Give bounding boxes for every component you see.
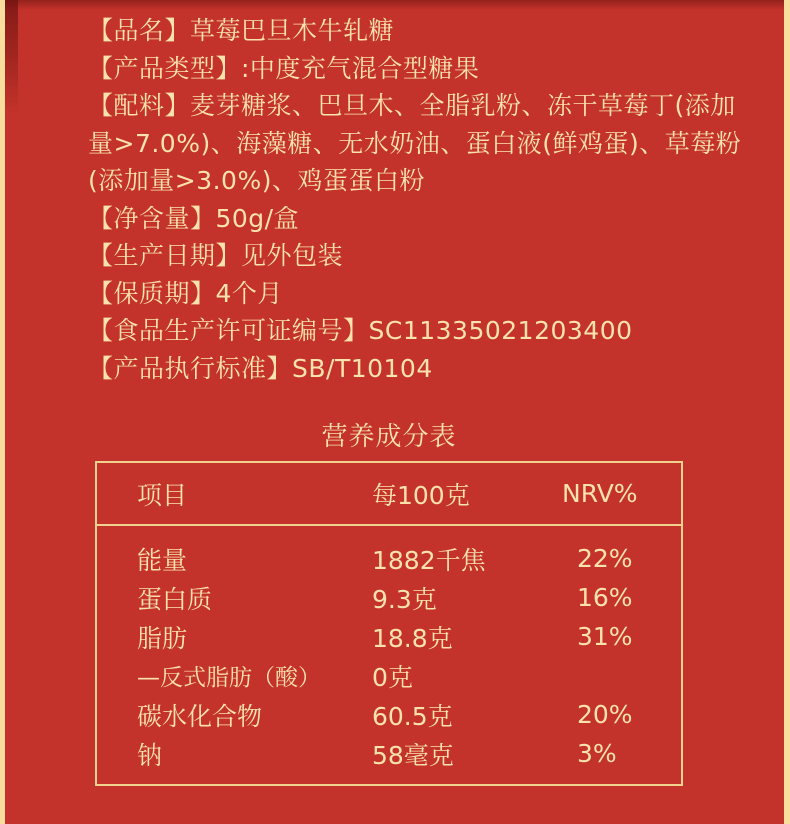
nutrition-table-title: 营养成分表 xyxy=(321,422,457,452)
product-info-section xyxy=(88,12,741,387)
nutrition-row-carbohydrate xyxy=(97,695,681,734)
nutrient-nrv: 31% xyxy=(577,622,633,651)
nutrient-name: 能量 xyxy=(137,545,188,575)
nutrient-name: 钠 xyxy=(137,740,163,770)
nutrient-amount: 58毫克 xyxy=(372,740,454,770)
header-item: 项目 xyxy=(137,480,188,510)
nutrient-nrv: 22% xyxy=(577,544,633,573)
info-line-production-date: 【生产日期】见外包装 xyxy=(88,241,344,270)
nutrient-nrv: 16% xyxy=(577,583,633,612)
info-line-product-type: 【产品类型】:中度充气混合型糖果 xyxy=(88,53,480,83)
nutrition-table-body xyxy=(97,526,681,773)
top-left-shadow xyxy=(5,0,18,115)
nutrient-nrv: 3% xyxy=(577,739,617,768)
nutrition-row-sodium xyxy=(97,734,681,773)
info-line-license-number: 【食品生产许可证编号】SC11335021203400 xyxy=(88,316,633,345)
nutrient-amount: 1882千焦 xyxy=(372,545,486,575)
nutrient-name: 碳水化合物 xyxy=(137,701,263,731)
nutrient-amount: 60.5克 xyxy=(372,701,453,731)
nutrition-row-fat xyxy=(97,617,681,656)
right-gold-border xyxy=(784,0,790,824)
info-line-product-name: 【品名】草莓巴旦木牛轧糖 xyxy=(88,16,395,45)
nutrient-nrv: 20% xyxy=(577,700,633,729)
left-gold-border xyxy=(0,0,5,824)
nutrient-name: 脂肪 xyxy=(137,623,188,653)
top-shadow xyxy=(5,0,784,10)
nutrient-amount: 18.8克 xyxy=(372,623,453,653)
info-line-ingredients-2: 量>7.0%)、海藻糖、无水奶油、蛋白液(鲜鸡蛋)、草莓粉 xyxy=(88,128,742,158)
nutrient-name: 蛋白质 xyxy=(137,584,213,614)
nutrient-amount: 9.3克 xyxy=(372,584,437,614)
info-line-product-standard: 【产品执行标准】SB/T10104 xyxy=(88,353,433,383)
nutrition-header-row xyxy=(97,463,681,526)
nutrition-row-trans-fat xyxy=(97,656,681,695)
info-line-ingredients-1: 【配料】麦芽糖浆、巴旦木、全脂乳粉、冻干草莓丁(添加 xyxy=(88,91,736,120)
info-line-net-content: 【净含量】50g/盒 xyxy=(88,203,300,233)
info-line-shelf-life: 【保质期】4个月 xyxy=(88,278,283,308)
nutrient-name: —反式脂肪（酸） xyxy=(137,665,321,691)
info-line-ingredients-3: (添加量>3.0%)、鸡蛋蛋白粉 xyxy=(88,166,425,195)
nutrition-table xyxy=(95,461,683,786)
nutrition-row-protein xyxy=(97,578,681,617)
nutrient-amount: 0克 xyxy=(372,662,413,692)
header-nrv: NRV% xyxy=(562,479,638,508)
nutrition-row-energy xyxy=(97,539,681,578)
header-per100g: 每100克 xyxy=(372,480,470,510)
